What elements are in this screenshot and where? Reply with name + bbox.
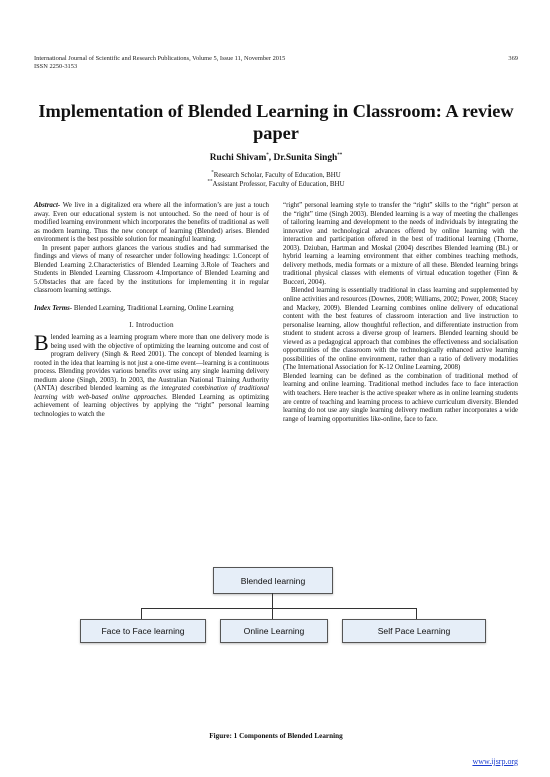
node-blended-learning: Blended learning <box>213 567 333 594</box>
abstract-label: Abstract- <box>34 201 61 209</box>
node-self-pace-learning: Self Pace Learning <box>342 619 486 643</box>
drop-cap: B <box>34 330 49 356</box>
affiliation-1-mark: * <box>211 170 214 176</box>
connector-right <box>416 608 417 619</box>
introduction-paragraph <box>34 330 269 419</box>
author-separator: , <box>268 153 274 163</box>
issn: ISSN 2250-3153 <box>34 63 78 70</box>
right-paragraph-2: Blended learning is essentially traditional in class learning and supplemented by online activities and resources (Downes, 2008; Williams, 2002; Power, 2008; Stacey and Mackey, 2009). Blended Learning combines online delivery of educational content with the best features of classroom interaction and live instruction to personalise learning, allow thoughtful reflection, and differentiate instruction from student to student across a diverse group of learners. Blended learning should be viewed as a pedagogical approach that combines the effectiveness and socialisation opportunities of the classroom with the technologically enhanced active learning possibilities of the online environment, rather than a ratio of delivery modalities (The International Association for K-12 Online Learning, 2008) <box>283 286 518 372</box>
affiliation-1 <box>34 171 518 180</box>
index-terms-text: - Blended Learning, Traditional Learning, Online Learning <box>69 304 234 313</box>
journal-citation: International Journal of Scientific and Research Publications, Volume 5, Issue 11, November 2015 <box>34 55 286 62</box>
abstract-paragraph <box>34 201 269 244</box>
paper-title: Implementation of Blended Learning in Classroom: A review paper <box>38 101 514 143</box>
author-2-mark: ** <box>337 152 343 158</box>
affiliation-2 <box>34 180 518 189</box>
page-number: 369 <box>508 55 518 62</box>
intro-text-2: . Blended Learning as optimizing achievement of learning objectives by applying the “right” personal learning technologies to watch the <box>34 392 269 419</box>
connector-horizontal <box>141 608 416 609</box>
abstract-paragraph-2: In present paper authors glances the various studies and had summarised the findings and views of many of researcher under following headings: 1.Concept of Blended Learning 2.Characteristics of Blended Learning 3.Role of Teachers and Students in Blended Learning Classroom 4.Importance of Blended Learning and 5.Obstacles that are faced by the institutions for implementing it in regular classroom learning settings. <box>34 243 269 295</box>
affiliation-2-text: Assistant Professor, Faculty of Education, BHU <box>212 181 345 188</box>
index-terms-label: Index Terms <box>34 304 70 313</box>
affiliation-2-mark: ** <box>207 179 213 185</box>
footer-link[interactable]: www.ijsrp.org <box>472 757 518 766</box>
node-online-learning: Online Learning <box>220 619 328 643</box>
abstract-text: We live in a digitalized era where all the information’s are just a touch away. Even our educational system is not untouched. So the need of hour is of modified learning environment which incorporates the benefits of traditional as well as modern learning. Thus the new concept of learning (Blended) arises. Blended environment is the best possible solution for meaningful learning. <box>34 201 269 244</box>
author-1-mark: * <box>266 152 269 158</box>
running-header <box>34 55 518 71</box>
figure-caption: Figure: 1 Components of Blended Learning <box>209 732 343 740</box>
right-paragraph-3: Blended learning can be defined as the combination of traditional method of learning and online learning. Traditional method includes face to face interaction with teachers. Here teacher is the active speaker where as in online learning students are centre of teaching and learning process to achieve curriculum diversity. Blended learning do not use any single learning delivery medium rather incorporates a wide range of learning opportunities like-online, face to face. <box>283 371 518 423</box>
connector-vertical <box>272 593 273 608</box>
author-1: Ruchi Shivam <box>209 153 267 163</box>
index-terms <box>34 304 269 313</box>
right-paragraph-1: “right” personal learning style to transfer the “right” skills to the “right” person at the “right” time (Singh 2003). Blended learning is a way of meeting the challenges of tailoring learning and development to the needs of individuals by integrating the innovative and technological advances offered by online learning with the interaction and participation offered in the best of traditional learning (Thorne, 2003). Dziuban, Hartman and Moskal (2004) describes Blended learning (BL) or hybrid learning a learning environment that either combines teaching methods, delivery methods, media formats or a mixture of all these. Blended learning brings traditional physical classes with elements of virtual education together (Finn & Bucceri, 2004). <box>283 201 518 286</box>
affiliation-1-text: Research Scholar, Faculty of Education, BHU <box>213 172 341 179</box>
connector-left <box>141 608 142 619</box>
intro-italic-definition: the integrated combination of traditional learning with web-based online approaches <box>34 384 269 401</box>
left-column <box>34 201 269 419</box>
author-2: Dr.Sunita Singh <box>273 153 338 163</box>
affiliations <box>34 171 518 189</box>
section-heading-introduction: I. Introduction <box>129 320 174 329</box>
author-line <box>34 153 518 164</box>
right-column <box>283 201 518 423</box>
connector-middle <box>272 608 273 619</box>
spacer <box>34 295 269 304</box>
node-face-to-face-learning: Face to Face learning <box>80 619 206 643</box>
intro-text-1: lended learning as a learning program where more than one delivery mode is being used with the objective of optimizing the learning outcome and cost of program delivery (Singh & Reed 2001). The concept of blended learning is rooted in the idea that learning is not just a one-time event—learning is a continuous process. Blending provides various benefits over using any single learning delivery medium alone (Singh, 2003). In 2003, the Australian National Training Authority (ANTA) described blended learning as <box>34 333 269 393</box>
